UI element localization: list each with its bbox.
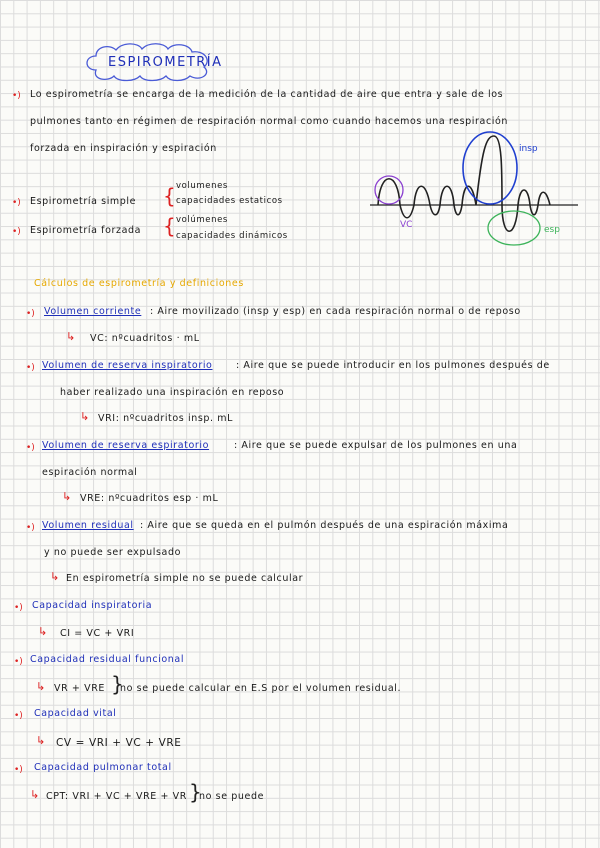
vc-formula: VC: nºcuadritos · mL [90,333,200,344]
esp-label: esp [544,225,560,235]
vr-description: : Aire que se queda en el pulmón después de una espiración máxima [140,520,509,531]
vre-description: : Aire que se puede expulsar de los pulmones en una [234,440,518,451]
bullet-marker: •) [14,657,23,667]
vr-description-2: y no puede ser expulsado [44,547,182,558]
bullet-marker: •) [12,91,21,101]
vri-description: : Aire que se puede introducir en los pulmones después de [236,360,550,371]
bullet-marker: •) [26,309,35,319]
cpt-title: Capacidad pulmonar total [34,762,172,773]
forced-item-capacities: capacidades dinámicos [176,231,288,241]
vre-title: Volumen de reserva espiratorio [42,440,210,451]
bullet-marker: •) [26,443,35,453]
bullet-marker: •) [14,711,23,721]
forced-spirometry-label: Espirometría forzada [30,225,142,236]
ci-title: Capacidad inspiratoria [32,600,153,611]
arrow-marker: ↳ [30,788,40,801]
intro-line-1: Lo espirometría se encarga de la medición de la cantidad de aire que entra y sale de los [30,89,504,100]
vr-note: En espirometría simple no se puede calcular [66,573,304,584]
intro-line-2: pulmones tanto en régimen de respiración normal como cuando hacemos una respiración [30,116,509,127]
simple-spirometry-label: Espirometría simple [30,196,137,207]
vre-formula: VRE: nºcuadritos esp · mL [80,493,219,504]
arrow-marker: ↳ [36,734,46,747]
insp-circle [463,132,517,204]
bullet-marker: •) [14,765,23,775]
arrow-marker: ↳ [62,490,72,503]
vre-description-2: espiración normal [42,467,138,478]
brace-left: { [163,184,176,208]
bullet-marker: •) [14,603,23,613]
brace-right: } [111,672,124,696]
bullet-marker: •) [12,198,21,208]
vc-description: : Aire movilizado (insp y esp) en cada respiración normal o de reposo [150,306,521,317]
arrow-marker: ↳ [38,625,48,638]
arrow-marker: ↳ [66,330,76,343]
crf-formula: VR + VRE [54,683,106,694]
vc-title: Volumen corriente [44,306,142,317]
brace-left: { [163,214,176,238]
vri-title: Volumen de reserva inspiratorio [42,360,213,371]
arrow-marker: ↳ [80,410,90,423]
ci-formula: CI = VC + VRI [60,628,135,639]
cpt-formula: CPT: VRI + VC + VRE + VR [46,791,187,802]
cv-formula: CV = VRI + VC + VRE [56,737,182,749]
bullet-marker: •) [26,523,35,533]
cv-title: Capacidad vital [34,708,117,719]
bullet-marker: •) [12,227,21,237]
page-title: ESPIROMETRÍA [108,55,223,70]
section-heading: Cálculos de espirometría y definiciones [34,278,244,289]
vc-circle [375,176,403,204]
vr-title: Volumen residual [42,520,134,531]
bullet-marker: •) [26,363,35,373]
intro-line-3: forzada en inspiración y espiración [30,143,217,154]
arrow-marker: ↳ [36,680,46,693]
arrow-marker: ↳ [50,570,60,583]
crf-title: Capacidad residual funcional [30,654,185,665]
crf-note: no se puede calcular en E.S por el volumen residual. [120,683,402,694]
simple-item-capacities: capacidades estaticos [176,196,283,206]
simple-item-volumes: volumenes [176,181,228,191]
forced-item-volumes: volúmenes [176,215,228,225]
brace-right: } [189,780,202,804]
vri-formula: VRI: nºcuadritos insp. mL [98,413,233,424]
cpt-note: no se puede [199,791,265,802]
vri-description-2: haber realizado una inspiración en reposo [60,387,285,398]
vc-label: VC [400,220,413,230]
insp-label: insp [519,144,538,154]
